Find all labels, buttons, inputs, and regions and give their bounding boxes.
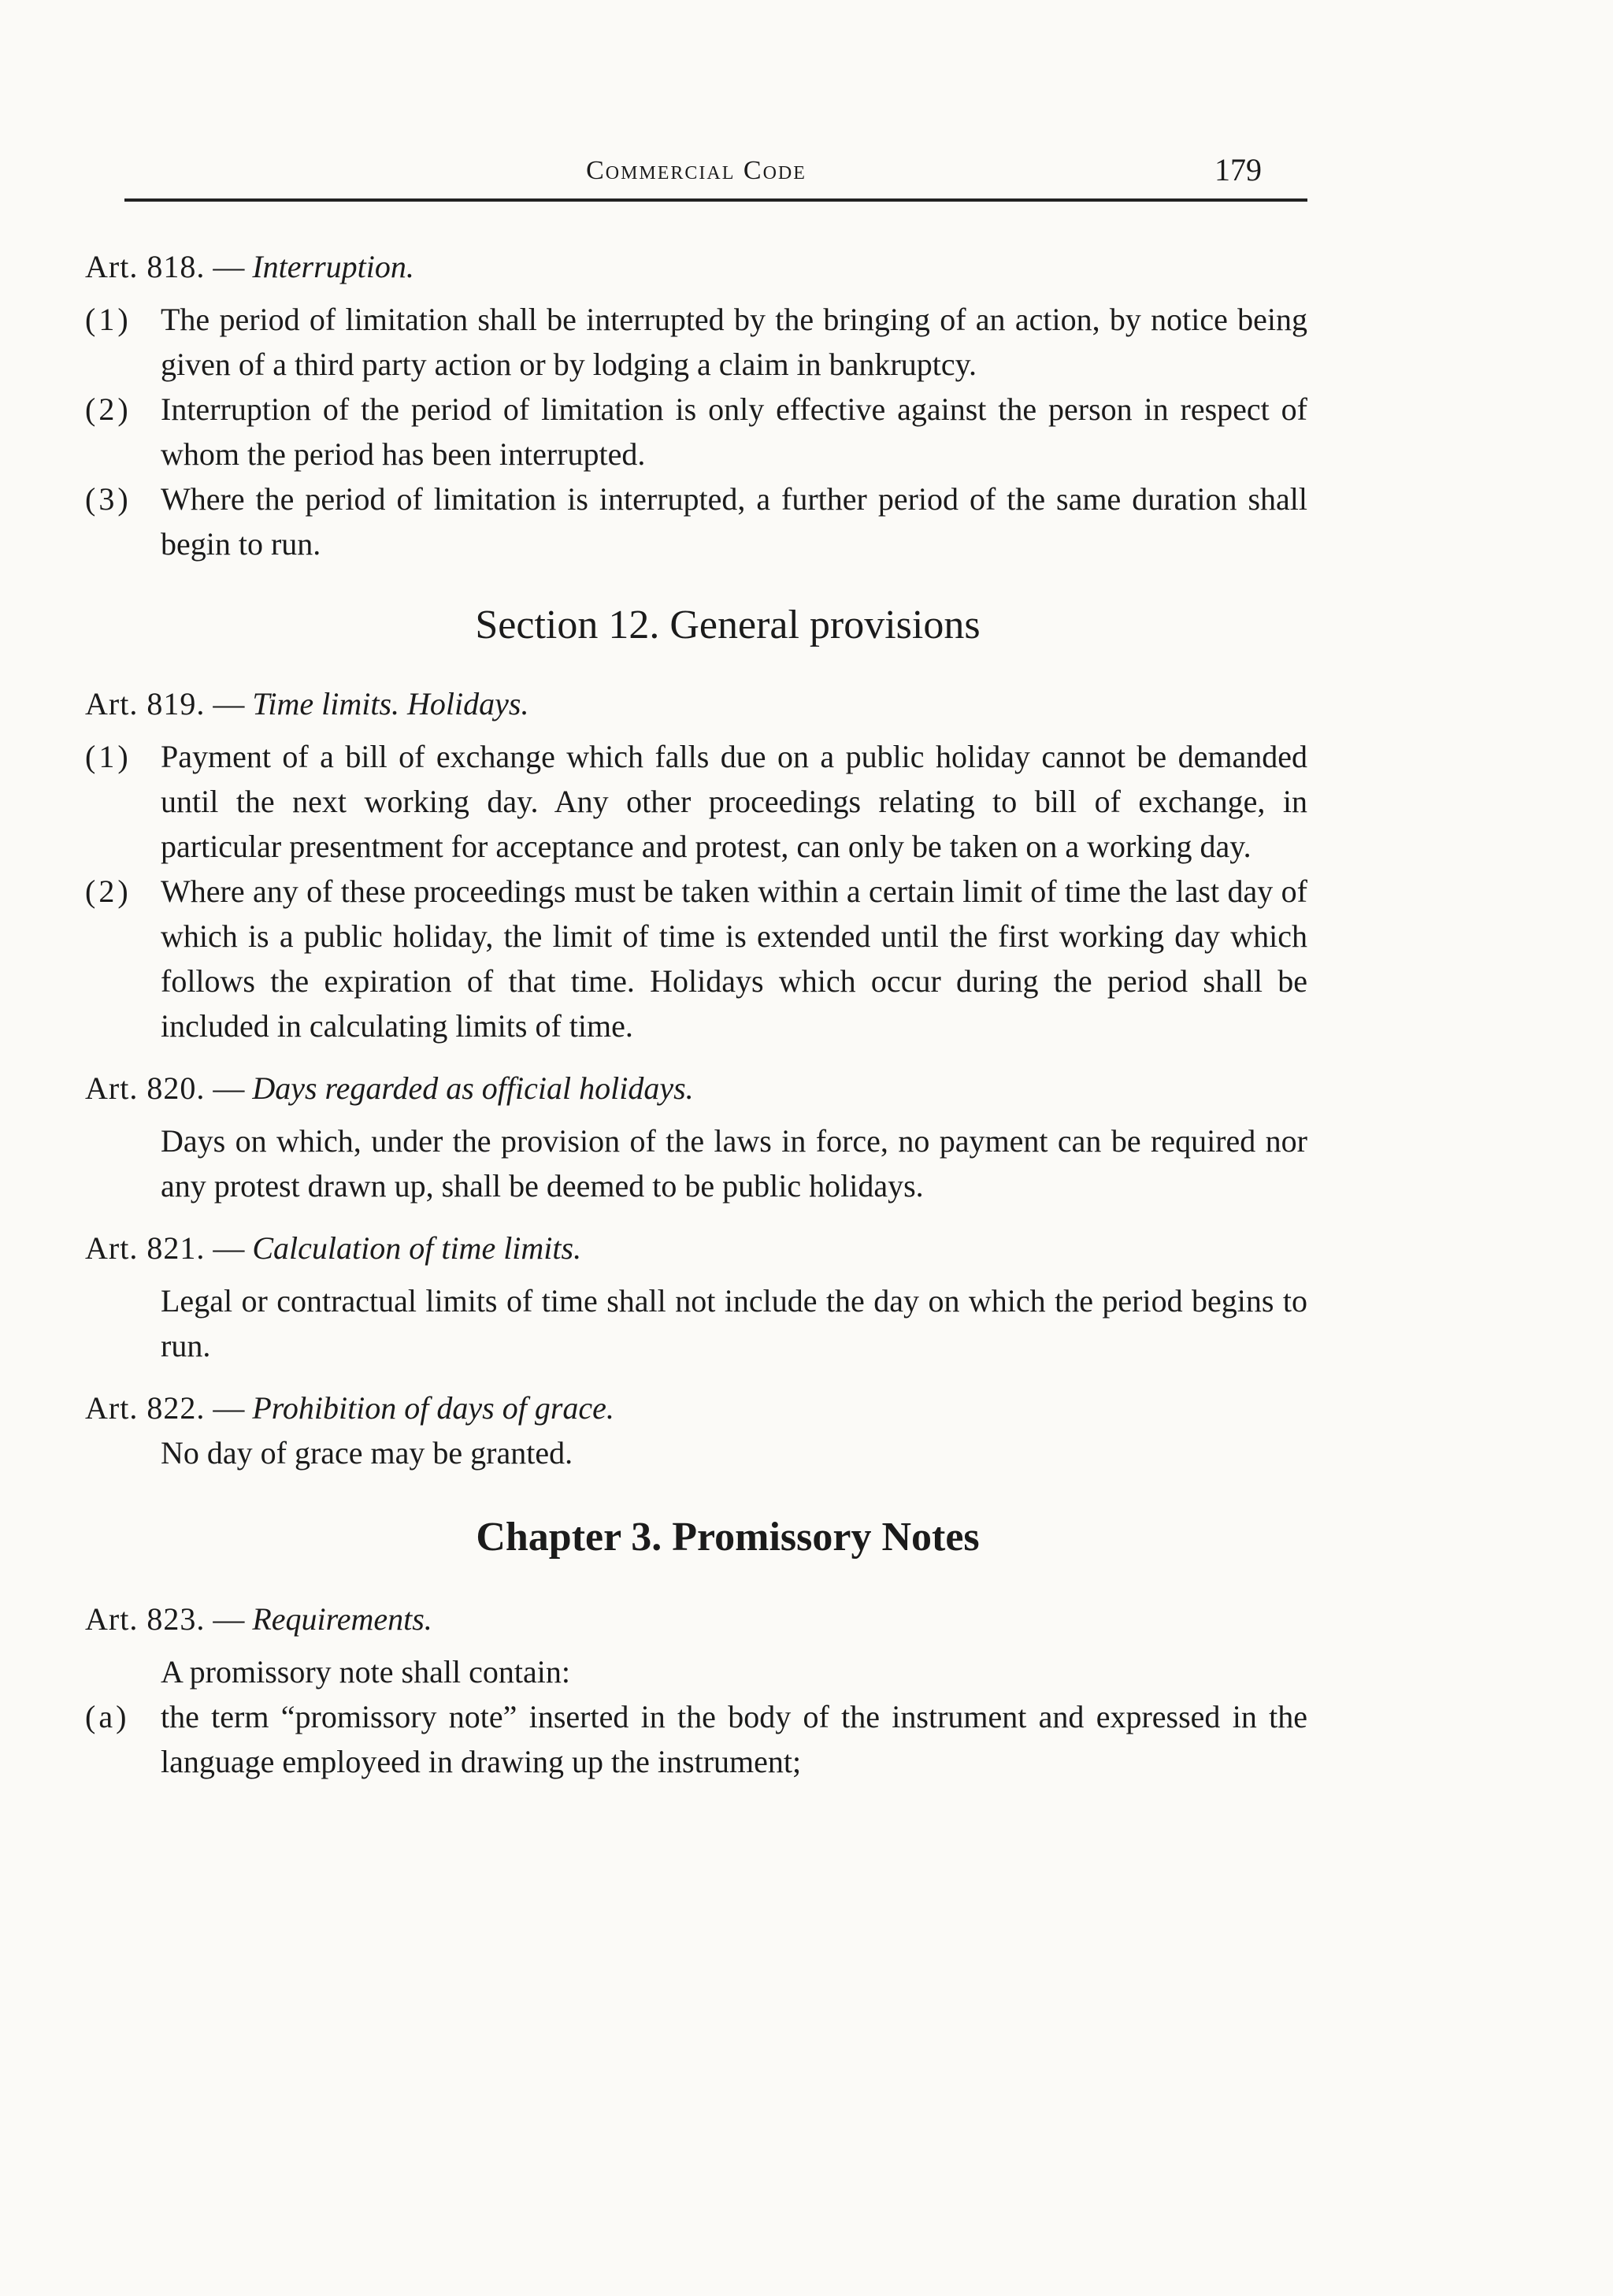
heading-dash: — [213, 1601, 245, 1637]
article-list-item [85, 1694, 1307, 1784]
article-text: Legal or contractual limits of time shall not include the day on which the period begins to run. [161, 1283, 1307, 1363]
paragraph-label: (2) [85, 874, 132, 909]
article-822 [85, 1385, 1307, 1475]
article-heading [85, 1066, 1307, 1111]
paragraph-text: Interruption of the period of limitation is only effective against the person in respect of whom the period has been interrupted. [161, 391, 1307, 472]
article-819 [85, 681, 1307, 1048]
article-818 [85, 244, 1307, 566]
article-paragraph [85, 297, 1307, 387]
article-title: Days regarded as official holidays. [252, 1070, 694, 1106]
running-header [85, 151, 1307, 191]
page-content [85, 244, 1307, 1784]
item-label: (a) [85, 1699, 130, 1734]
article-title: Interruption. [252, 249, 414, 284]
article-heading [85, 1597, 1307, 1641]
heading-dash: — [213, 1230, 245, 1266]
article-821 [85, 1226, 1307, 1368]
article-heading [85, 681, 1307, 726]
header-rule [124, 198, 1307, 202]
paragraph-text: Where the period of limitation is interrupted, a further period of the same duration shall begin to run. [161, 481, 1307, 562]
article-text: No day of grace may be granted. [161, 1435, 573, 1471]
article-title: Time limits. Holidays. [252, 686, 529, 721]
article-paragraph [85, 734, 1307, 869]
article-heading [85, 244, 1307, 289]
article-heading [85, 1385, 1307, 1430]
paragraph-label: (1) [85, 739, 132, 774]
heading-dash: — [213, 249, 245, 284]
paragraph-text: The period of limitation shall be interrupted by the bringing of an action, by notice being given of a third party action or by lodging a claim in bankruptcy. [161, 302, 1307, 382]
article-number: Art. 819. [85, 686, 206, 721]
heading-dash: — [213, 686, 245, 721]
article-paragraph [85, 477, 1307, 566]
article-heading [85, 1226, 1307, 1270]
heading-dash: — [213, 1390, 245, 1426]
article-text: Days on which, under the provision of the laws in force, no payment can be required nor any protest drawn up, shall be deemed to be public holidays. [161, 1123, 1307, 1204]
section-title: Section 12. General provisions [475, 603, 981, 647]
item-text: the term “promissory note” inserted in the body of the instrument and expressed in the language employeed in drawing up the instrument; [161, 1699, 1307, 1779]
article-number: Art. 818. [85, 249, 206, 284]
article-number: Art. 821. [85, 1230, 206, 1266]
paragraph-label: (3) [85, 481, 132, 517]
article-title: Prohibition of days of grace. [252, 1390, 614, 1426]
document-page [85, 0, 1307, 2296]
article-paragraph [85, 387, 1307, 477]
article-823 [85, 1597, 1307, 1784]
paragraph-label: (1) [85, 302, 132, 337]
article-intro: A promissory note shall contain: [161, 1654, 570, 1690]
article-number: Art. 823. [85, 1601, 206, 1637]
article-title: Calculation of time limits. [252, 1230, 582, 1266]
article-title: Requirements. [252, 1601, 432, 1637]
article-number: Art. 820. [85, 1070, 206, 1106]
page-number: 179 [1214, 152, 1262, 187]
paragraph-text: Where any of these proceedings must be taken within a certain limit of time the last day of which is a public holiday, the limit of time is extended until the first working day which follows the expiration of that time. Holidays which occur during the period shall be included in calculating limits of time. [161, 874, 1307, 1044]
paragraph-text: Payment of a bill of exchange which falls due on a public holiday cannot be demanded until the next working day. Any other proceedings relating to bill of exchange, in particular presentment for acceptance and protest, can only be taken on a working day. [161, 739, 1307, 864]
running-title: Commercial Code [586, 156, 806, 185]
chapter-title: Chapter 3. Promissory Notes [476, 1515, 980, 1560]
article-number: Art. 822. [85, 1390, 206, 1426]
article-820 [85, 1066, 1307, 1208]
heading-dash: — [213, 1070, 245, 1106]
paragraph-label: (2) [85, 391, 132, 427]
article-paragraph [85, 869, 1307, 1048]
